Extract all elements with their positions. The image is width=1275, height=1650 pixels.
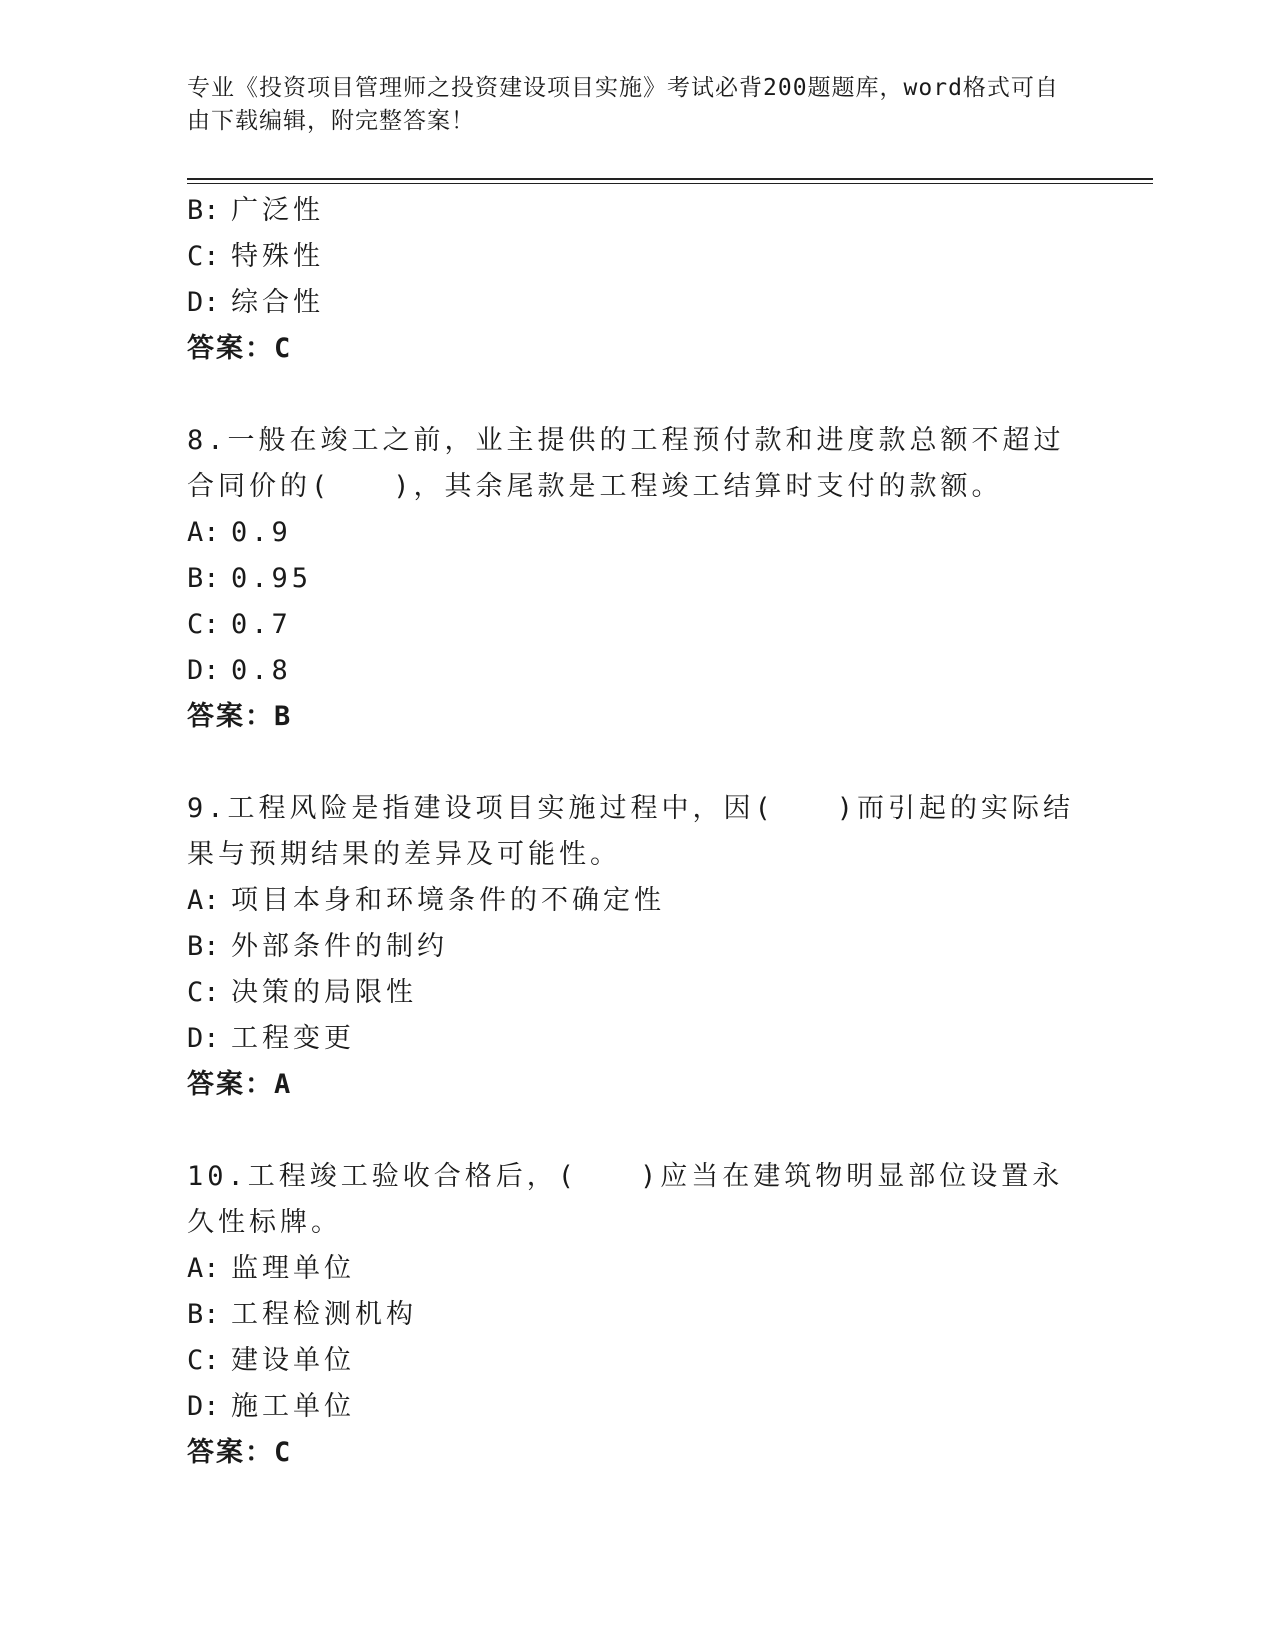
option-a: [187, 878, 1087, 924]
option-label: D:: [187, 1023, 220, 1054]
question-text: 8.一般在竣工之前，业主提供的工程预付款和进度款总额不超过合同价的( )，其余尾款是工程竣工结算时支付的款额。: [187, 425, 1065, 502]
option-text: 外部条件的制约: [231, 931, 448, 962]
spacer: [187, 740, 1087, 786]
spacer: [187, 1108, 1087, 1154]
option-text: 监理单位: [231, 1253, 355, 1284]
option-text: 0.8: [231, 655, 292, 686]
option-text: 工程检测机构: [231, 1299, 417, 1330]
option-c: [187, 234, 1087, 280]
option-label: B:: [187, 1299, 220, 1330]
option-b: [187, 924, 1087, 970]
option-c: [187, 970, 1087, 1016]
option-text: 广泛性: [231, 195, 324, 226]
option-text: 建设单位: [231, 1345, 355, 1376]
option-c: [187, 602, 1087, 648]
header-divider-thick: [187, 178, 1153, 180]
answer-line: 答案：C: [187, 333, 293, 364]
option-b: [187, 188, 1087, 234]
option-label: C:: [187, 609, 220, 640]
option-text: 项目本身和环境条件的不确定性: [231, 885, 665, 916]
question-block-partial: [187, 188, 1087, 372]
question-text: 9.工程风险是指建设项目实施过程中，因( )而引起的实际结果与预期结果的差异及可能性。: [187, 793, 1075, 870]
question-block-10: [187, 1154, 1087, 1476]
option-b: [187, 1292, 1087, 1338]
answer-line: 答案：A: [187, 1069, 293, 1100]
option-b: [187, 556, 1087, 602]
option-label: A:: [187, 517, 220, 548]
question-text: 10.工程竣工验收合格后，( )应当在建筑物明显部位设置永久性标牌。: [187, 1161, 1064, 1238]
option-d: [187, 1016, 1087, 1062]
option-label: C:: [187, 241, 220, 272]
option-label: A:: [187, 1253, 220, 1284]
document-header: 专业《投资项目管理师之投资建设项目实施》考试必背200题题库，word格式可自由下载编辑，附完整答案！: [187, 75, 1059, 134]
option-text: 0.7: [231, 609, 292, 640]
option-text: 施工单位: [231, 1391, 355, 1422]
option-d: [187, 648, 1087, 694]
option-label: D:: [187, 1391, 220, 1422]
option-text: 0.9: [231, 517, 292, 548]
option-label: C:: [187, 977, 220, 1008]
option-a: [187, 510, 1087, 556]
option-d: [187, 280, 1087, 326]
option-d: [187, 1384, 1087, 1430]
option-label: A:: [187, 885, 220, 916]
option-text: 0.95: [231, 563, 313, 594]
option-label: B:: [187, 195, 220, 226]
option-label: B:: [187, 931, 220, 962]
option-label: B:: [187, 563, 220, 594]
option-label: C:: [187, 1345, 220, 1376]
option-label: D:: [187, 287, 220, 318]
option-text: 综合性: [231, 287, 324, 318]
option-text: 特殊性: [231, 241, 324, 272]
option-c: [187, 1338, 1087, 1384]
option-text: 决策的局限性: [231, 977, 417, 1008]
option-text: 工程变更: [231, 1023, 355, 1054]
spacer: [187, 372, 1087, 418]
option-label: D:: [187, 655, 220, 686]
answer-line: 答案：B: [187, 701, 293, 732]
question-block-8: [187, 418, 1087, 740]
answer-line: 答案：C: [187, 1437, 293, 1468]
question-list: [187, 188, 1087, 1476]
option-a: [187, 1246, 1087, 1292]
question-block-9: [187, 786, 1087, 1108]
header-divider-thin: [187, 183, 1153, 184]
